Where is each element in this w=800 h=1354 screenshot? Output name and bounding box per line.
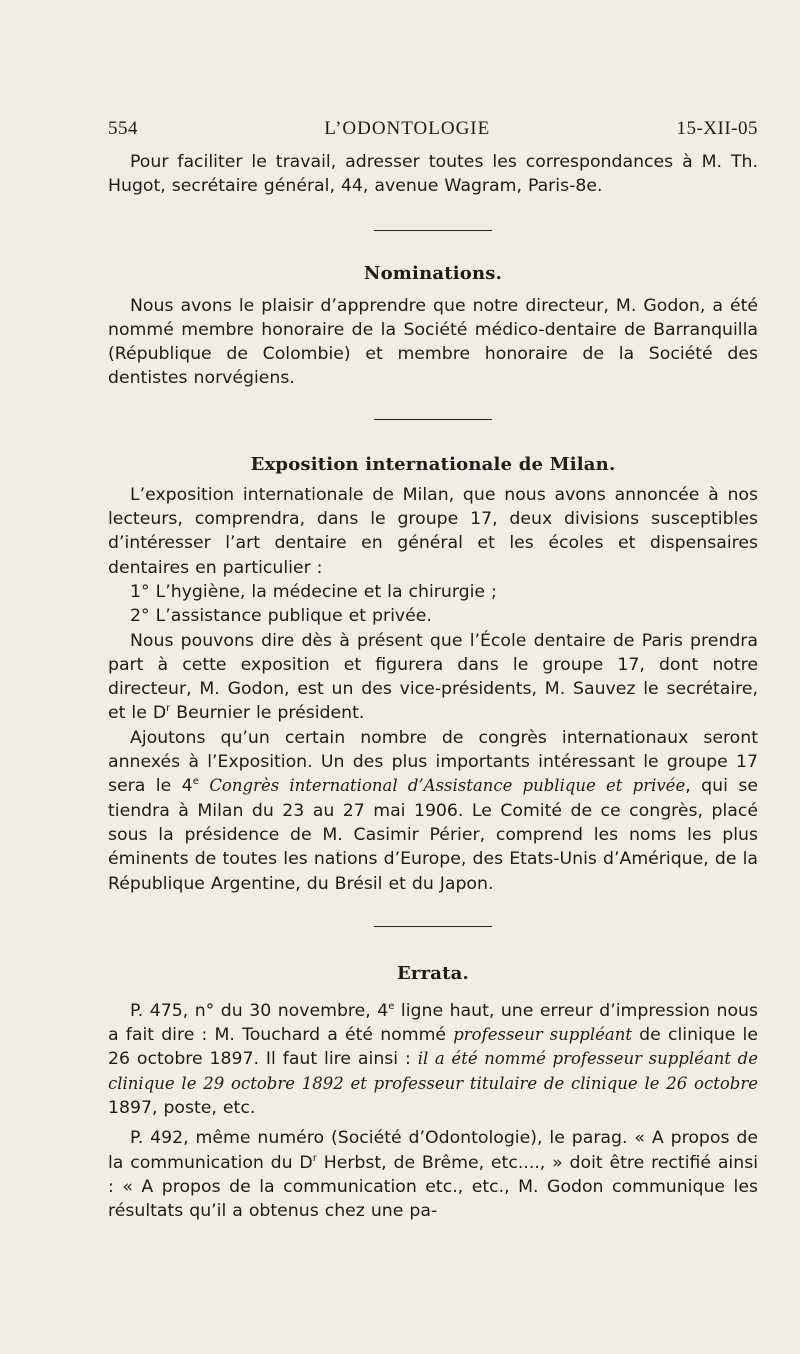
errata-paragraph-1: P. 475, n° du 30 novembre, 4e ligne haut, une erreur d’impression nous a fait dire : M. Touchard a été nommé professeur suppléant de clinique le 26 octobre 1897. Il faut lire ainsi : il a été nommé professeur suppléant de clinique le 29 octobre 1892 et professeur titulaire de clinique le 26 octobre 1897, poste, etc.	[108, 1000, 758, 1119]
section-divider	[374, 230, 492, 231]
running-head	[108, 118, 758, 140]
section-divider	[374, 419, 492, 420]
section-divider	[374, 926, 492, 927]
page	[108, 118, 758, 1224]
journal-title: L’ODONTOLOGIE	[324, 118, 491, 139]
nominations-paragraph: Nous avons le plaisir d’apprendre que notre directeur, M. Godon, a été nommé membre honoraire de la Société médico-dentaire de Barranquilla (République de Colombie) et membre honoraire de la Société des dentistes norvégiens.	[108, 295, 758, 389]
errata-heading: Errata.	[397, 962, 469, 984]
page-number: 554	[108, 118, 138, 139]
exposition-list-item-1: 1° L’hygiène, la médecine et la chirurgie ;	[130, 581, 497, 602]
intro-paragraph: Pour faciliter le travail, adresser toutes les correspondances à M. Th. Hugot, secrétaire général, 44, avenue Wagram, Paris-8e.	[108, 152, 758, 197]
exposition-paragraph-1: L’exposition internationale de Milan, que nous avons annoncée à nos lecteurs, comprendra, dans le groupe 17, deux divisions susceptibles d’intéresser l’art dentaire en général et les écoles et dispensaires dentaires en particulier :	[108, 484, 758, 578]
exposition-list-item-2: 2° L’assistance publique et privée.	[130, 606, 432, 627]
exposition-paragraph-3: Ajoutons qu’un certain nombre de congrès internationaux seront annexés à l’Exposition. Un des plus importants intéressant le groupe 17 sera le 4e Congrès international d’Assistance publique et privée, qui se tiendra à Milan du 23 au 27 mai 1906. Le Comité de ce congrès, placé sous la présidence de M. Casimir Périer, comprend les noms les plus éminents de toutes les nations d’Europe, des Etats-Unis d’Amérique, de la République Argentine, du Brésil et du Japon.	[108, 727, 758, 894]
congress-title: Congrès international d’Assistance publique et privée	[209, 776, 686, 796]
errata-paragraph-2: P. 492, même numéro (Société d’Odontologie), le parag. « A propos de la communication du $D^r$ Herbst, de Brême, etc...., » doit être rectifié ainsi : « A propos de la communication etc., etc., M. Godon communique les résultats qu’il a obtenus chez une pa-	[108, 1128, 758, 1222]
issue-date: 15-XII-05	[676, 118, 758, 139]
nominations-heading: Nominations.	[363, 262, 503, 284]
exposition-paragraph-2: Nous pouvons dire dès à présent que l’École dentaire de Paris prendra part à cette exposition et figurera dans le groupe 17, dont notre directeur, M. Godon, est un des vice-présidents, M. Sauvez le secrétaire, et le $D^r$ Beurnier le président.	[108, 630, 758, 724]
exposition-heading: Exposition internationale de Milan.	[250, 453, 616, 475]
